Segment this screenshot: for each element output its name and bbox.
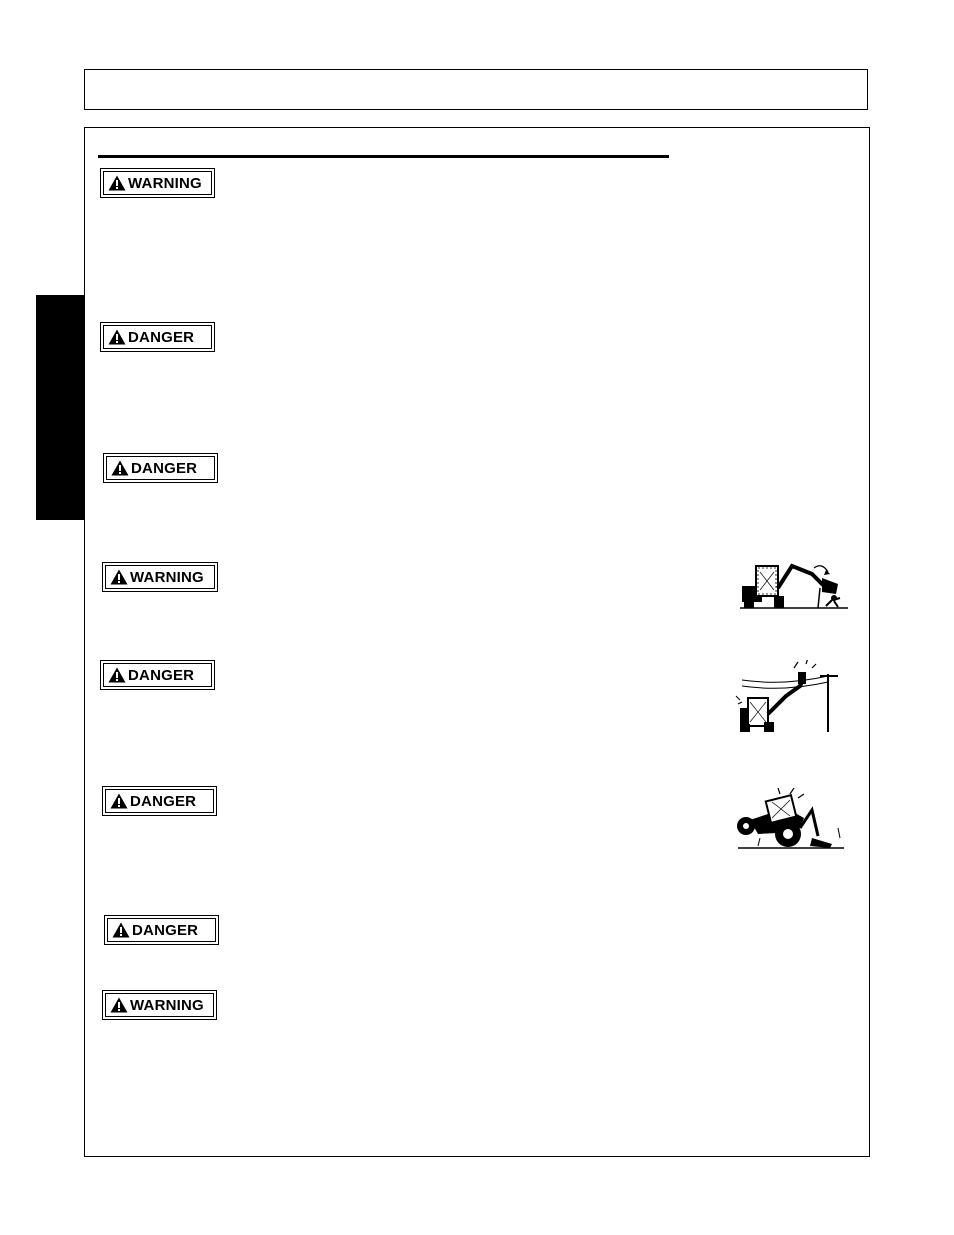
warning-sign: [100, 168, 215, 198]
sign-label: WARNING: [130, 568, 204, 586]
danger-sign: [103, 453, 218, 483]
sign-label: DANGER: [128, 666, 195, 684]
sign-label: DANGER: [128, 328, 195, 346]
sign-label: DANGER: [132, 921, 199, 939]
warning-triangle-icon: [112, 922, 130, 938]
power-line-contact-illustration: [734, 660, 844, 736]
warning-sign: [102, 562, 218, 592]
sign-label: DANGER: [131, 459, 198, 477]
warning-triangle-icon: [111, 460, 129, 476]
danger-sign: [104, 915, 219, 945]
warning-sign: [102, 990, 217, 1020]
warning-triangle-icon: [110, 997, 128, 1013]
danger-sign: [100, 322, 215, 352]
page-header-box: [84, 69, 868, 110]
danger-sign: [100, 660, 215, 690]
warning-triangle-icon: [108, 329, 126, 345]
section-rule: [98, 155, 669, 158]
sign-label: DANGER: [130, 792, 197, 810]
tractor-rollover-illustration: [734, 788, 846, 852]
sign-label: WARNING: [128, 174, 202, 192]
warning-triangle-icon: [110, 569, 128, 585]
warning-triangle-icon: [108, 175, 126, 191]
sign-label: WARNING: [130, 996, 204, 1014]
warning-triangle-icon: [108, 667, 126, 683]
danger-sign: [102, 786, 217, 816]
section-tab: [36, 295, 84, 520]
warning-triangle-icon: [110, 793, 128, 809]
falling-object-illustration: [738, 558, 850, 612]
